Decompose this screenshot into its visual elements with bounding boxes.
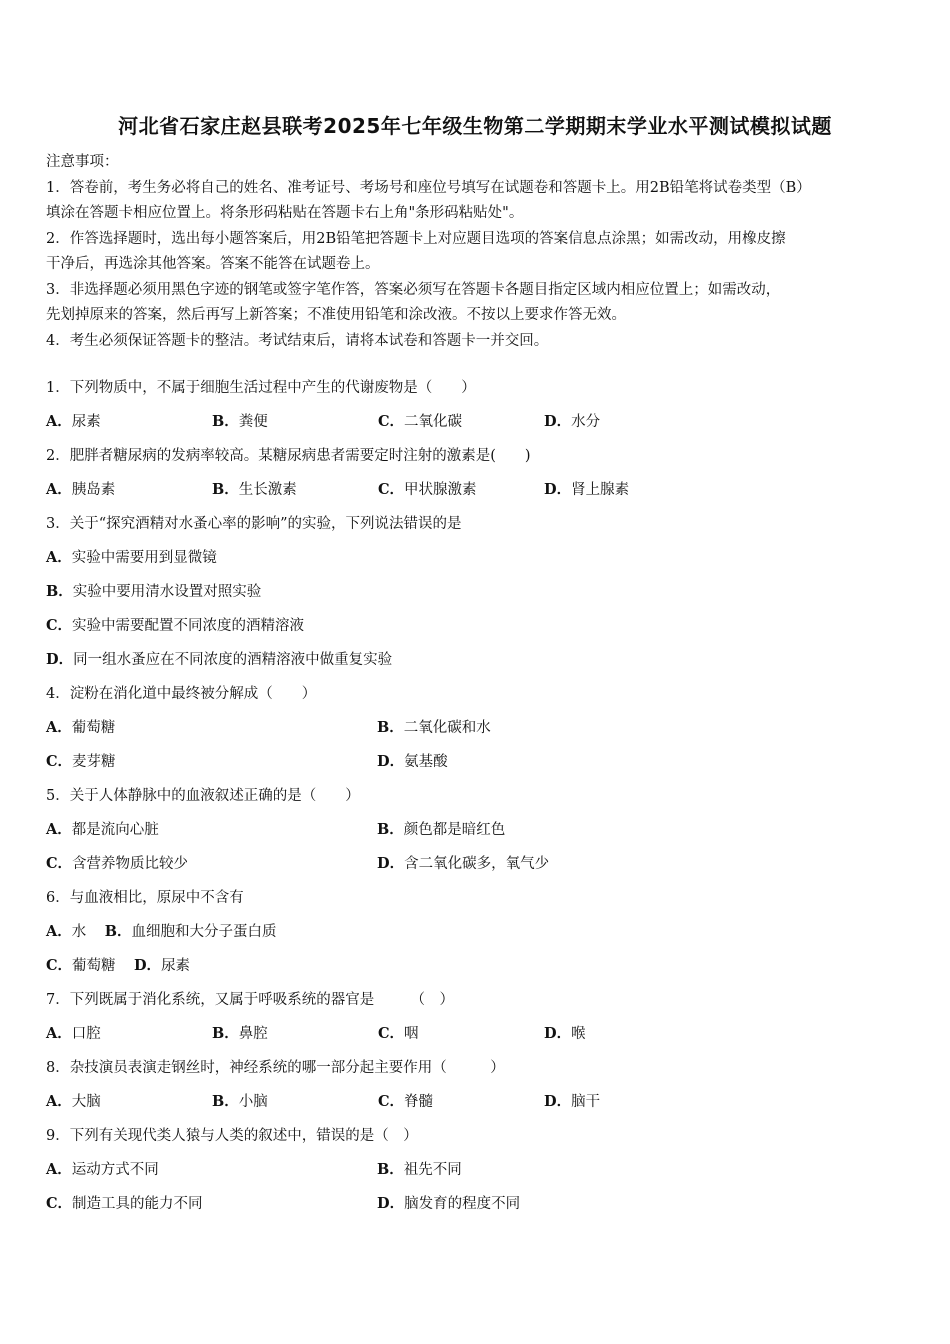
option-a: A．胰岛素 (46, 481, 116, 498)
option-c: C．含营养物质比较少 (46, 855, 189, 872)
question-stem: 3．关于“探究酒精对水蚤心率的影响”的实验，下列说法错误的是 (46, 516, 462, 532)
option-d: D．氨基酸 (377, 753, 448, 770)
notice-line: 先划掉原来的答案，然后再写上新答案；不准使用铅笔和涂改液。不按以上要求作答无效。 (46, 307, 626, 323)
option-a: A．口腔 (46, 1025, 101, 1042)
option-row (46, 915, 906, 949)
notice-line: 干净后，再选涂其他答案。答案不能答在试题卷上。 (46, 256, 380, 272)
option-c: C．制造工具的能力不同 (46, 1195, 203, 1212)
question-stem: 5．关于人体静脉中的血液叙述正确的是（ ） (46, 788, 360, 804)
notice-section (46, 150, 906, 354)
option-c: C．实验中需要配置不同浓度的酒精溶液 (46, 617, 305, 634)
question-list (46, 371, 906, 1221)
option-row (46, 1017, 906, 1051)
question-stem: 2．肥胖者糖尿病的发病率较高。某糖尿病患者需要定时注射的激素是( ) (46, 448, 531, 464)
notice-heading: 注意事项： (46, 154, 119, 170)
option-c: C．脊髓 (378, 1093, 434, 1110)
option-d: D．脑干 (544, 1093, 601, 1110)
option-row (46, 1085, 906, 1119)
option-b: B．生长激素 (212, 481, 297, 498)
option-row (46, 745, 906, 779)
notice-line: 4．考生必须保证答题卡的整洁。考试结束后，请将本试卷和答题卡一并交回。 (46, 332, 549, 349)
option-d: D．含二氧化碳多，氧气少 (377, 855, 550, 872)
option-a: A．大脑 (46, 1093, 101, 1110)
option-b: B．祖先不同 (377, 1161, 462, 1178)
option-b: B．二氧化碳和水 (377, 719, 491, 736)
option-b: B．血细胞和大分子蛋白质 (104, 923, 277, 940)
option-b: B．小脑 (212, 1093, 268, 1110)
option-d: D．水分 (544, 413, 601, 430)
option-c: C．葡萄糖 (46, 957, 116, 974)
page-title: 河北省石家庄赵县联考2025年七年级生物第二学期期末学业水平测试模拟试题 (118, 114, 832, 138)
option-d: D．尿素 (133, 957, 191, 974)
option-c: C．二氧化碳 (378, 413, 463, 430)
option-row (46, 1153, 906, 1187)
notice-line: 1．答卷前，考生务必将自己的姓名、准考证号、考场号和座位号填写在试题卷和答题卡上。用2B铅笔将试卷类型（B） (46, 179, 811, 196)
option-row (46, 1187, 906, 1221)
option-d: D．肾上腺素 (544, 481, 630, 498)
option-c: C．甲状腺激素 (378, 481, 477, 498)
option-a: A．运动方式不同 (46, 1161, 159, 1178)
option-row (46, 711, 906, 745)
option-a: A．尿素 (46, 413, 101, 430)
option-d: D．喉 (544, 1025, 586, 1042)
option-d: D．脑发育的程度不同 (377, 1195, 521, 1212)
option-b: B．实验中要用清水设置对照实验 (46, 583, 262, 600)
option-b: B．鼻腔 (212, 1025, 268, 1042)
option-a: A．葡萄糖 (46, 719, 116, 736)
option-a: A．实验中需要用到显微镜 (46, 549, 217, 566)
option-c: C．咽 (378, 1025, 419, 1042)
question-stem: 9．下列有关现代类人猿与人类的叙述中，错误的是（ ） (46, 1128, 418, 1144)
option-row (46, 473, 906, 507)
notice-line: 2．作答选择题时，选出每小题答案后，用2B铅笔把答题卡上对应题目选项的答案信息点涂黑；如需改动，用橡皮擦 (46, 230, 786, 247)
option-row (46, 949, 906, 983)
question-stem: 6．与血液相比，原尿中不含有 (46, 890, 244, 906)
question-stem: 7．下列既属于消化系统，又属于呼吸系统的器官是 （ ） (46, 992, 454, 1008)
option-b: B．颜色都是暗红色 (377, 821, 506, 838)
question-stem: 8．杂技演员表演走钢丝时，神经系统的哪一部分起主要作用（ ） (46, 1060, 505, 1076)
option-a: A．水 (46, 923, 87, 940)
question-stem: 4．淀粉在消化道中最终被分解成（ ） (46, 686, 317, 702)
option-row (46, 405, 906, 439)
option-row (46, 813, 906, 847)
option-b: B．粪便 (212, 413, 268, 430)
question-stem: 1．下列物质中，不属于细胞生活过程中产生的代谢废物是（ ） (46, 380, 476, 396)
option-d: D．同一组水蚤应在不同浓度的酒精溶液中做重复实验 (46, 651, 393, 668)
option-c: C．麦芽糖 (46, 753, 116, 770)
option-row (46, 847, 906, 881)
option-a: A．都是流向心脏 (46, 821, 159, 838)
notice-line: 填涂在答题卡相应位置上。将条形码粘贴在答题卡右上角"条形码粘贴处"。 (46, 205, 524, 221)
notice-line: 3．非选择题必须用黑色字迹的钢笔或签字笔作答，答案必须写在答题卡各题目指定区域内相应位置上；如需改动， (46, 281, 781, 298)
